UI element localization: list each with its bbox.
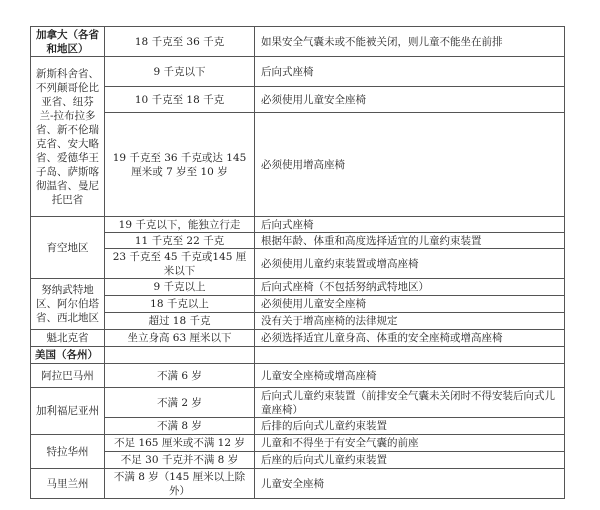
condition-cell: 不足 165 厘米或不满 12 岁 xyxy=(105,435,255,452)
rule-cell: 后向式座椅 xyxy=(255,57,565,87)
table-row xyxy=(31,279,565,296)
condition-cell: 9 千克以下 xyxy=(105,57,255,87)
child-seat-regulation-table xyxy=(30,26,565,499)
condition-cell: 坐立身高 63 厘米以下 xyxy=(105,330,255,347)
rule-cell: 后向式座椅（不包括努纳武特地区） xyxy=(255,279,565,296)
table-row xyxy=(31,364,565,388)
table-row xyxy=(31,27,565,57)
table-row xyxy=(31,217,565,233)
condition-cell: 不满 8 岁 xyxy=(105,418,255,435)
table-row xyxy=(31,113,565,217)
state-cell: 马里兰州 xyxy=(31,469,105,499)
region-cell: 努纳武特地区、阿尔伯塔省、西北地区 xyxy=(31,279,105,330)
condition-cell: 不足 30 千克并不满 8 岁 xyxy=(105,452,255,469)
table-row xyxy=(31,452,565,469)
state-cell: 特拉华州 xyxy=(31,435,105,469)
table-row xyxy=(31,388,565,418)
condition-cell: 19 千克至 36 千克或达 145 厘米或 7 岁至 10 岁 xyxy=(105,113,255,217)
condition-cell: 11 千克至 22 千克 xyxy=(105,233,255,249)
document-page xyxy=(30,26,565,499)
region-cell: 育空地区 xyxy=(31,217,105,279)
rule-cell: 后排的后向式儿童约束装置 xyxy=(255,418,565,435)
rule-cell: 儿童和不得坐于有安全气囊的前座 xyxy=(255,435,565,452)
condition-cell: 不满 2 岁 xyxy=(105,388,255,418)
rule-cell: 根据年龄、体重和高度选择适宜的儿童约束装置 xyxy=(255,233,565,249)
rule-cell: 必须使用儿童安全座椅 xyxy=(255,296,565,313)
condition-cell: 19 千克以下，能独立行走 xyxy=(105,217,255,233)
table-row xyxy=(31,313,565,330)
rule-cell: 儿童安全座椅或增高座椅 xyxy=(255,364,565,388)
rule-cell: 后座的后向式儿童约束装置 xyxy=(255,452,565,469)
rule-cell: 没有关于增高座椅的法律规定 xyxy=(255,313,565,330)
condition-cell: 超过 18 千克 xyxy=(105,313,255,330)
rule-cell: 必须选择适宜儿童身高、体重的安全座椅或增高座椅 xyxy=(255,330,565,347)
region-cell: 新斯科舍省、不列颠哥伦比亚省、纽芬兰-拉布拉多省、新不伦瑞克省、安大略省、爱德华王子岛、萨斯喀彻温省、曼尼托巴省 xyxy=(31,57,105,217)
rule-cell: 必须使用儿童安全座椅 xyxy=(255,87,565,113)
condition-cell: 不满 8 岁（145 厘米以上除外） xyxy=(105,469,255,499)
table-row xyxy=(31,347,565,364)
rule-cell: 后向式座椅 xyxy=(255,217,565,233)
condition-cell: 不满 6 岁 xyxy=(105,364,255,388)
rule-cell: 后向式儿童约束装置（前排安全气囊未关闭时不得安装后向式儿童座椅） xyxy=(255,388,565,418)
condition-cell: 23 千克至 45 千克或145 厘米以下 xyxy=(105,249,255,279)
table-row xyxy=(31,330,565,347)
canada-header: 加拿大（各省和地区） xyxy=(31,27,105,57)
table-row xyxy=(31,87,565,113)
table-row xyxy=(31,435,565,452)
condition-cell: 9 千克以上 xyxy=(105,279,255,296)
table-row xyxy=(31,249,565,279)
table-row xyxy=(31,233,565,249)
state-cell: 加利福尼亚州 xyxy=(31,388,105,435)
condition-cell: 18 千克至 36 千克 xyxy=(105,27,255,57)
rule-cell: 必须使用儿童约束装置或增高座椅 xyxy=(255,249,565,279)
region-cell: 魁北克省 xyxy=(31,330,105,347)
table-row xyxy=(31,418,565,435)
rule-cell: 必须使用增高座椅 xyxy=(255,113,565,217)
rule-cell: 儿童安全座椅 xyxy=(255,469,565,499)
table-row xyxy=(31,469,565,499)
table-row xyxy=(31,296,565,313)
usa-header: 美国（各州） xyxy=(31,347,105,364)
table-row xyxy=(31,57,565,87)
condition-cell: 10 千克至 18 千克 xyxy=(105,87,255,113)
condition-cell: 18 千克以上 xyxy=(105,296,255,313)
rule-cell: 如果安全气囊未或不能被关闭，则儿童不能坐在前排 xyxy=(255,27,565,57)
state-cell: 阿拉巴马州 xyxy=(31,364,105,388)
